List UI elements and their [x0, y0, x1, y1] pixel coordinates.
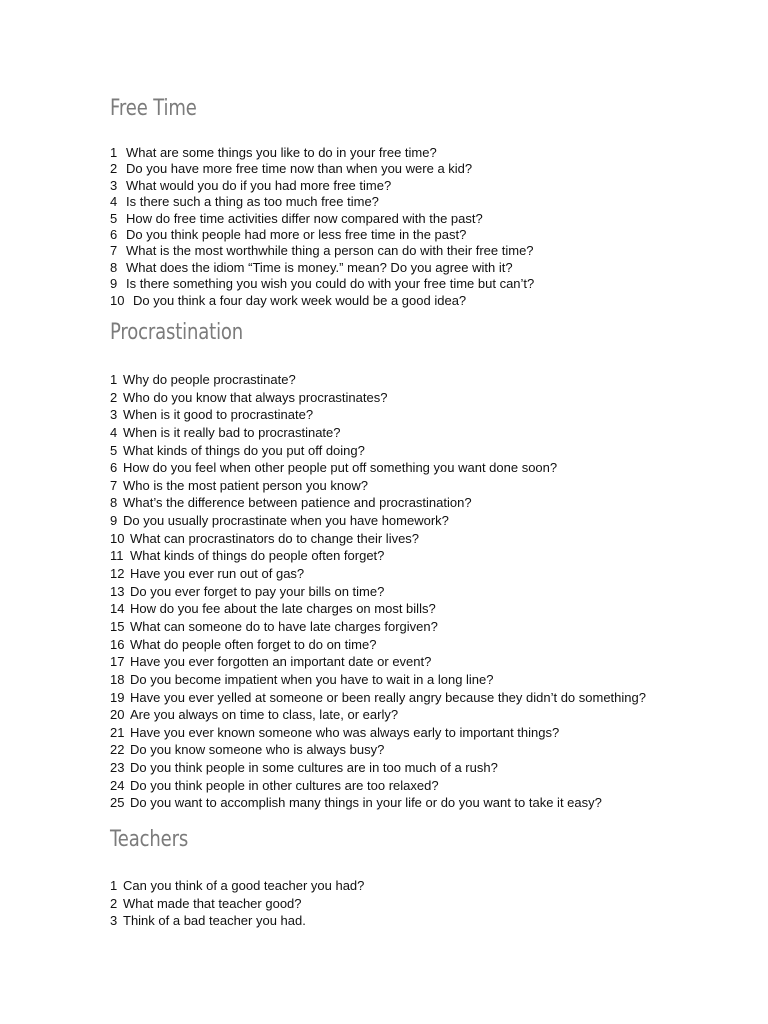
question-text: Who do you know that always procrastinates?	[123, 389, 388, 405]
question-text: How do free time activities differ now compared with the past?	[126, 210, 483, 226]
question-text: Is there such a thing as too much free time?	[126, 194, 379, 210]
question-item	[110, 530, 646, 548]
question-number: 12	[110, 566, 125, 582]
question-number: 10	[110, 530, 125, 546]
question-text: How do you feel when other people put off something you want done soon?	[123, 460, 558, 476]
question-item	[110, 145, 534, 161]
question-text: How do you fee about the late charges on most bills?	[130, 601, 436, 617]
question-text: Do you think people in other cultures are too relaxed?	[130, 777, 439, 793]
question-number: 2	[110, 895, 118, 911]
section-heading-procrastination: Procrastination	[110, 320, 244, 345]
question-item	[110, 371, 646, 389]
question-text: When is it good to procrastinate?	[123, 407, 314, 423]
question-item	[110, 211, 534, 227]
section-heading-teachers: Teachers	[110, 827, 189, 852]
question-text: Do you become impatient when you have to wait in a long line?	[130, 671, 494, 687]
question-number: 7	[110, 243, 118, 259]
question-text: Have you ever forgotten an important date or event?	[130, 654, 432, 670]
question-text: Do you think a four day work week would be a good idea?	[133, 292, 467, 308]
question-text: Are you always on time to class, late, or early?	[130, 707, 399, 723]
question-item	[110, 794, 646, 812]
question-item	[110, 547, 646, 565]
question-number: 5	[110, 210, 118, 226]
question-number: 6	[110, 226, 118, 242]
question-text: What kinds of things do you put off doing?	[123, 442, 365, 458]
question-item	[110, 600, 646, 618]
question-item	[110, 161, 534, 177]
question-item	[110, 689, 646, 707]
question-number: 23	[110, 760, 125, 776]
question-text: Do you think people had more or less free time in the past?	[126, 226, 467, 242]
question-text: Do you ever forget to pay your bills on time?	[130, 583, 385, 599]
question-number: 1	[110, 145, 118, 160]
question-item	[110, 653, 646, 671]
question-item	[110, 512, 646, 530]
question-number: 19	[110, 689, 125, 705]
question-item	[110, 442, 646, 460]
question-item	[110, 389, 646, 407]
question-item	[110, 877, 364, 895]
question-item	[110, 895, 364, 913]
question-number: 1	[110, 372, 118, 387]
question-number: 3	[110, 407, 118, 423]
question-item	[110, 777, 646, 795]
question-number: 8	[110, 495, 118, 511]
question-item	[110, 178, 534, 194]
question-text: What’s the difference between patience and procrastination?	[123, 495, 472, 511]
question-item	[110, 912, 364, 930]
question-number: 11	[110, 548, 124, 564]
question-item	[110, 194, 534, 210]
question-text: Think of a bad teacher you had.	[123, 913, 306, 929]
question-number: 22	[110, 742, 125, 758]
question-item	[110, 706, 646, 724]
question-number: 9	[110, 276, 118, 292]
question-number: 10	[110, 292, 125, 308]
question-number: 3	[110, 913, 118, 929]
question-number: 6	[110, 460, 118, 476]
question-number: 4	[110, 424, 118, 440]
question-text: Why do people procrastinate?	[123, 372, 296, 387]
question-number: 9	[110, 513, 118, 529]
question-text: Have you ever run out of gas?	[130, 566, 305, 582]
question-text: What do people often forget to do on time?	[130, 636, 377, 652]
question-number: 21	[110, 724, 125, 740]
question-text: What can procrastinators do to change their lives?	[130, 530, 420, 546]
question-number: 8	[110, 259, 118, 275]
question-number: 5	[110, 442, 118, 458]
question-number: 25	[110, 795, 125, 811]
question-item	[110, 243, 534, 259]
question-text: What is the most worthwhile thing a person can do with their free time?	[126, 243, 534, 259]
question-item	[110, 671, 646, 689]
question-number: 17	[110, 654, 125, 670]
question-item	[110, 293, 534, 309]
question-item	[110, 741, 646, 759]
section-heading-free-time: Free Time	[110, 96, 197, 121]
question-list-procrastination	[110, 371, 646, 812]
question-item	[110, 583, 646, 601]
question-number: 18	[110, 671, 125, 687]
question-number: 14	[110, 601, 125, 617]
question-number: 4	[110, 194, 118, 210]
question-text: What would you do if you had more free time?	[126, 177, 392, 193]
question-number: 13	[110, 583, 125, 599]
question-number: 7	[110, 477, 118, 493]
question-text: Is there something you wish you could do with your free time but can’t?	[126, 276, 535, 292]
question-number: 15	[110, 618, 125, 634]
question-text: Do you want to accomplish many things in your life or do you want to take it easy?	[130, 795, 602, 811]
question-item	[110, 424, 646, 442]
question-text: What does the idiom “Time is money.” mean? Do you agree with it?	[126, 259, 513, 275]
question-item	[110, 477, 646, 495]
question-number: 16	[110, 636, 125, 652]
question-number: 24	[110, 777, 125, 793]
question-text: Who is the most patient person you know?	[123, 477, 368, 493]
question-item	[110, 494, 646, 512]
question-text: What kinds of things do people often forget?	[130, 548, 385, 564]
question-text: What can someone do to have late charges forgiven?	[130, 618, 438, 634]
question-text: Can you think of a good teacher you had?	[123, 878, 365, 893]
question-item	[110, 724, 646, 742]
question-item	[110, 276, 534, 292]
question-number: 1	[110, 878, 118, 893]
question-item	[110, 406, 646, 424]
question-number: 20	[110, 707, 125, 723]
question-number: 2	[110, 161, 118, 177]
question-list-teachers	[110, 877, 364, 930]
question-text: Do you usually procrastinate when you have homework?	[123, 513, 449, 529]
question-item	[110, 759, 646, 777]
question-text: What made that teacher good?	[123, 895, 302, 911]
question-item	[110, 459, 646, 477]
question-item	[110, 636, 646, 654]
question-text: When is it really bad to procrastinate?	[123, 424, 341, 440]
question-text: Do you know someone who is always busy?	[130, 742, 385, 758]
question-list-free-time	[110, 145, 534, 309]
question-text: What are some things you like to do in your free time?	[126, 145, 437, 160]
question-text: Have you ever yelled at someone or been really angry because they didn’t do something?	[130, 689, 646, 705]
question-text: Do you think people in some cultures are in too much of a rush?	[130, 760, 498, 776]
question-text: Do you have more free time now than when you were a kid?	[126, 161, 473, 177]
question-item	[110, 618, 646, 636]
question-item	[110, 565, 646, 583]
question-text: Have you ever known someone who was always early to important things?	[130, 724, 560, 740]
question-number: 3	[110, 177, 118, 193]
question-number: 2	[110, 389, 118, 405]
question-item	[110, 260, 534, 276]
question-item	[110, 227, 534, 243]
